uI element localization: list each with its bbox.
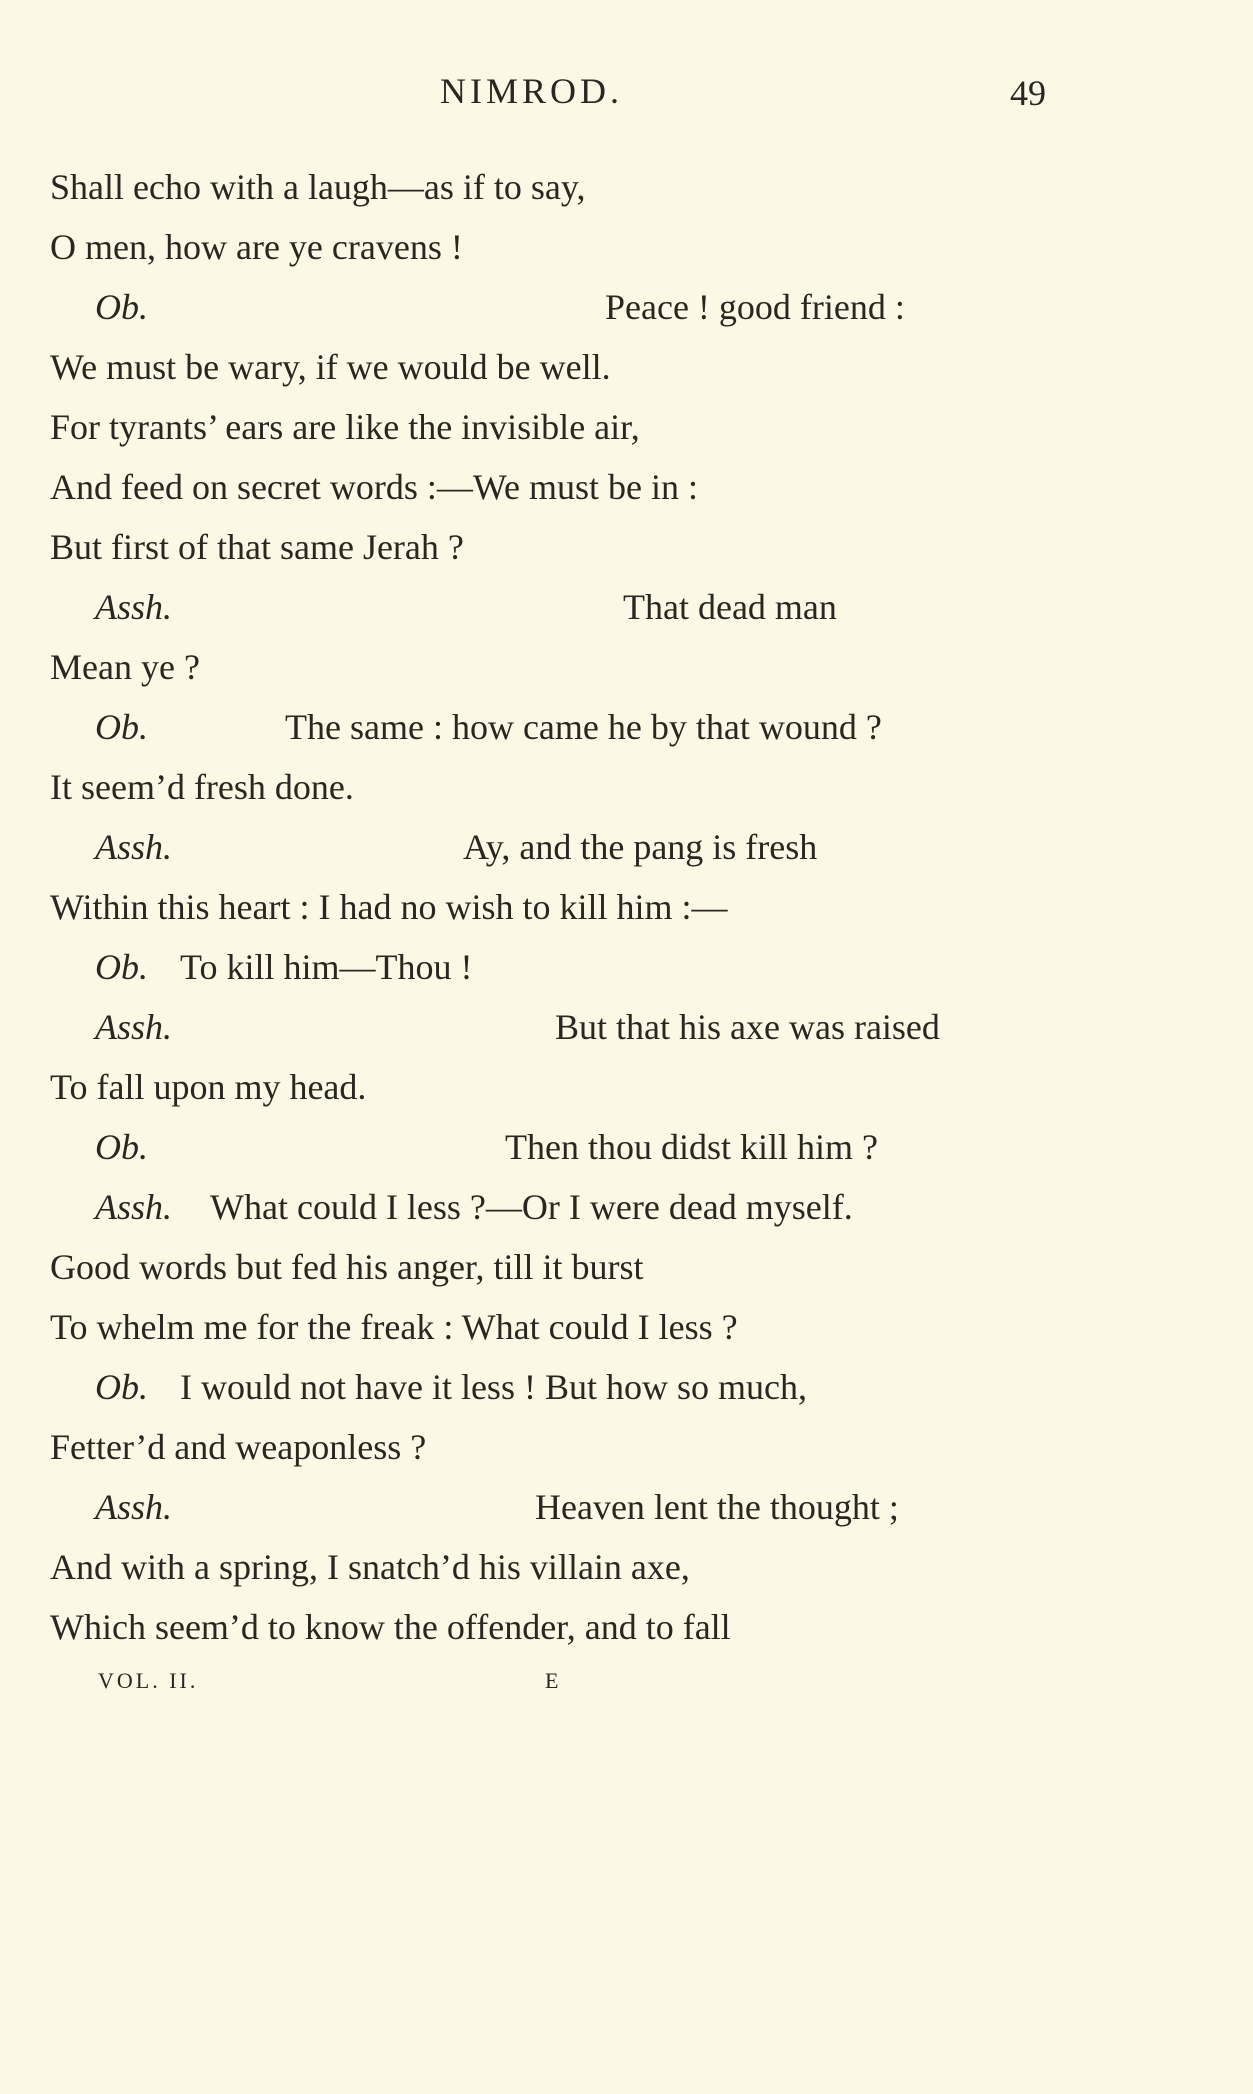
speaker-label: Assh. <box>95 1007 173 1047</box>
speaker-label: Ob. <box>95 1367 148 1407</box>
verse-line: O men, how are ye cravens ! <box>50 227 463 267</box>
verse-line: Fetter’d and weaponless ? <box>50 1427 427 1467</box>
gathering-signature: E <box>545 1668 559 1693</box>
verse-line: Ob. To kill him—Thou ! <box>50 937 1200 997</box>
speaker-label: Ob. <box>95 947 148 987</box>
verse-line: Assh. What could I less ?—Or I were dead myself. <box>50 1177 1200 1237</box>
speaker-label: Assh. <box>95 1487 173 1527</box>
verse-line: Ob. Then thou didst kill him ? <box>50 1117 1200 1177</box>
verse-line: Assh. Heaven lent the thought ; <box>50 1477 1200 1537</box>
verse-line: It seem’d fresh done. <box>50 767 354 807</box>
volume-signature: VOL. II. <box>98 1668 199 1693</box>
verse-line: Ob. The same : how came he by that wound ? <box>50 697 1200 757</box>
speaker-label: Ob. <box>95 287 148 327</box>
verse-line: Ob. I would not have it less ! But how so much, <box>50 1357 1200 1417</box>
verse-line: Good words but fed his anger, till it burst <box>50 1247 644 1287</box>
speaker-label: Assh. <box>95 827 173 867</box>
verse-line: Which seem’d to know the offender, and to fall <box>50 1607 731 1647</box>
verse-line: Within this heart : I had no wish to kill him :— <box>50 887 728 927</box>
verse-line: And with a spring, I snatch’d his villain axe, <box>50 1547 690 1587</box>
verse-line: But first of that same Jerah ? <box>50 527 464 567</box>
verse-line: And feed on secret words :—We must be in : <box>50 467 698 507</box>
verse-line: Mean ye ? <box>50 647 200 687</box>
speaker-label: Assh. <box>95 587 173 627</box>
verse-line: To fall upon my head. <box>50 1067 367 1107</box>
verse-line: Assh. But that his axe was raised <box>50 997 1200 1057</box>
verse-line: To whelm me for the freak : What could I less ? <box>50 1307 738 1347</box>
running-head-title: NIMROD. <box>440 71 624 111</box>
speaker-label: Ob. <box>95 1127 148 1167</box>
verse-line: For tyrants’ ears are like the invisible air, <box>50 407 640 447</box>
verse-line: We must be wary, if we would be well. <box>50 347 611 387</box>
page-number: 49 <box>1010 73 1046 113</box>
speaker-label: Assh. <box>95 1187 173 1227</box>
speaker-label: Ob. <box>95 707 148 747</box>
verse-line: Ob. Peace ! good friend : <box>50 277 1200 337</box>
verse-line: Shall echo with a laugh—as if to say, <box>50 167 586 207</box>
verse-line: Assh. That dead man <box>50 577 1200 637</box>
verse-line: Assh. Ay, and the pang is fresh <box>50 817 1200 877</box>
